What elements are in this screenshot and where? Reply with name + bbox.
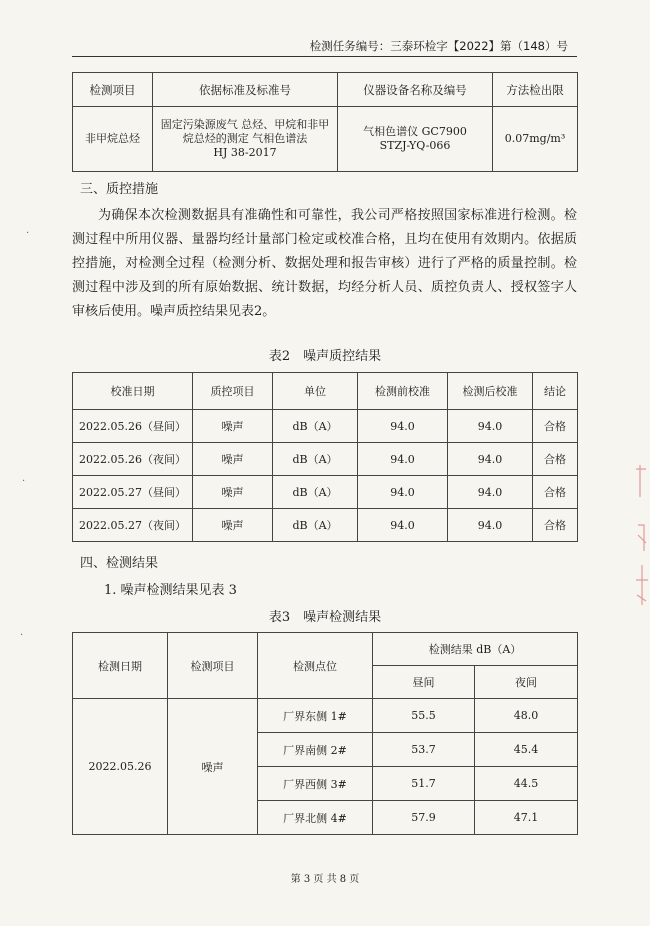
cell: 44.5	[475, 767, 578, 801]
cell: 94.0	[358, 410, 448, 443]
col-pre-calibration: 检测前校准	[358, 373, 448, 410]
cell: 厂界北侧 4#	[258, 801, 373, 835]
table-2-caption: 表2 噪声质控结果	[268, 349, 382, 364]
cell: 51.7	[373, 767, 475, 801]
cell: dB（A）	[273, 410, 358, 443]
cell: 94.0	[448, 509, 533, 542]
col-qc-item: 质控项目	[193, 373, 273, 410]
method-instrument	[338, 107, 493, 172]
cell: 94.0	[358, 476, 448, 509]
noise-qc-table	[72, 372, 578, 542]
method-col-standard: 依据标准及标准号	[153, 73, 338, 107]
col-point: 检测点位	[258, 633, 373, 699]
scan-speck: ·	[20, 630, 24, 641]
cell: dB（A）	[273, 509, 358, 542]
cell: 57.9	[373, 801, 475, 835]
col-day: 昼间	[373, 666, 475, 699]
table-row	[73, 410, 578, 443]
cell: 94.0	[358, 509, 448, 542]
cell: 47.1	[475, 801, 578, 835]
cell: 53.7	[373, 733, 475, 767]
task-number-header: 检测任务编号：三泰环检字【2022】第（148）号	[309, 39, 568, 53]
standard-line: 烷总烃的测定 气相色谱法	[182, 132, 308, 145]
table-row	[73, 476, 578, 509]
col-calibration-date: 校准日期	[73, 373, 193, 410]
instrument-code: STZJ-YQ-066	[379, 139, 451, 152]
page-number-footer: 第 3 页 共 8 页	[290, 874, 360, 885]
standard-code: HJ 38-2017	[213, 146, 277, 159]
cell: 2022.05.26（夜间）	[73, 443, 193, 476]
method-table	[72, 72, 578, 172]
cell: 94.0	[448, 476, 533, 509]
col-unit: 单位	[273, 373, 358, 410]
header-divider	[72, 56, 577, 57]
cell: 厂界南侧 2#	[258, 733, 373, 767]
instrument-name: 气相色谱仪 GC7900	[363, 125, 467, 138]
cell: 合格	[533, 476, 578, 509]
method-col-limit: 方法检出限	[493, 73, 578, 107]
cell: 噪声	[193, 410, 273, 443]
cell: 厂界东侧 1#	[258, 699, 373, 733]
section-3-title: 三、质控措施	[80, 182, 159, 197]
cell: 94.0	[448, 443, 533, 476]
cell: dB（A）	[273, 476, 358, 509]
qc-paragraph: 为确保本次检测数据具有准确性和可靠性，我公司严格按照国家标准进行检测。检测过程中所用仪器、量器均经计量部门检定或校准合格，且均在使用有效期内。依据质控措施，对检测全过程（检测分析、数据处理和报告审核）进行了严格的质量控制。检测过程中涉及到的所有原始数据、统计数据，均经分析人员、质控负责人、授权签字人审核后使用。噪声质控结果见表2。	[72, 208, 577, 319]
table-2-header	[73, 373, 578, 410]
col-night: 夜间	[475, 666, 578, 699]
method-limit: 0.07mg/m³	[493, 107, 578, 172]
method-standard	[153, 107, 338, 172]
table-row	[73, 107, 578, 172]
seal-mark-icon	[632, 455, 650, 615]
cell: 噪声	[193, 509, 273, 542]
noise-result-table	[72, 632, 578, 835]
cell: 2022.05.27（夜间）	[73, 509, 193, 542]
cell: 45.4	[475, 733, 578, 767]
table-row	[73, 699, 578, 733]
col-item: 检测项目	[168, 633, 258, 699]
col-post-calibration: 检测后校准	[448, 373, 533, 410]
cell: 合格	[533, 410, 578, 443]
cell: 合格	[533, 509, 578, 542]
col-result: 检测结果 dB（A）	[373, 633, 578, 666]
table-3-header	[73, 633, 578, 666]
cell: 2022.05.27（昼间）	[73, 476, 193, 509]
cell: 噪声	[193, 443, 273, 476]
table-row	[73, 443, 578, 476]
cell: 55.5	[373, 699, 475, 733]
cell: 2022.05.26（昼间）	[73, 410, 193, 443]
scan-speck: ·	[22, 476, 26, 487]
method-item: 非甲烷总烃	[73, 107, 153, 172]
table-3-caption: 表3 噪声检测结果	[268, 610, 382, 625]
cell: 合格	[533, 443, 578, 476]
method-col-item: 检测项目	[73, 73, 153, 107]
result-date: 2022.05.26	[73, 699, 168, 835]
section-4-title: 四、检测结果	[80, 556, 159, 571]
cell: 94.0	[448, 410, 533, 443]
table-row	[73, 509, 578, 542]
result-item: 噪声	[168, 699, 258, 835]
cell: 48.0	[475, 699, 578, 733]
col-conclusion: 结论	[533, 373, 578, 410]
cell: 噪声	[193, 476, 273, 509]
method-table-header	[73, 73, 578, 107]
cell: dB（A）	[273, 443, 358, 476]
col-date: 检测日期	[73, 633, 168, 699]
standard-line: 固定污染源废气 总烃、甲烷和非甲	[160, 118, 330, 131]
method-col-instrument: 仪器设备名称及编号	[338, 73, 493, 107]
seal-stamp-edge	[632, 455, 650, 615]
cell: 94.0	[358, 443, 448, 476]
cell: 厂界西侧 3#	[258, 767, 373, 801]
scan-speck: ·	[26, 228, 30, 239]
subsection-1: 1. 噪声检测结果见表 3	[104, 583, 237, 598]
